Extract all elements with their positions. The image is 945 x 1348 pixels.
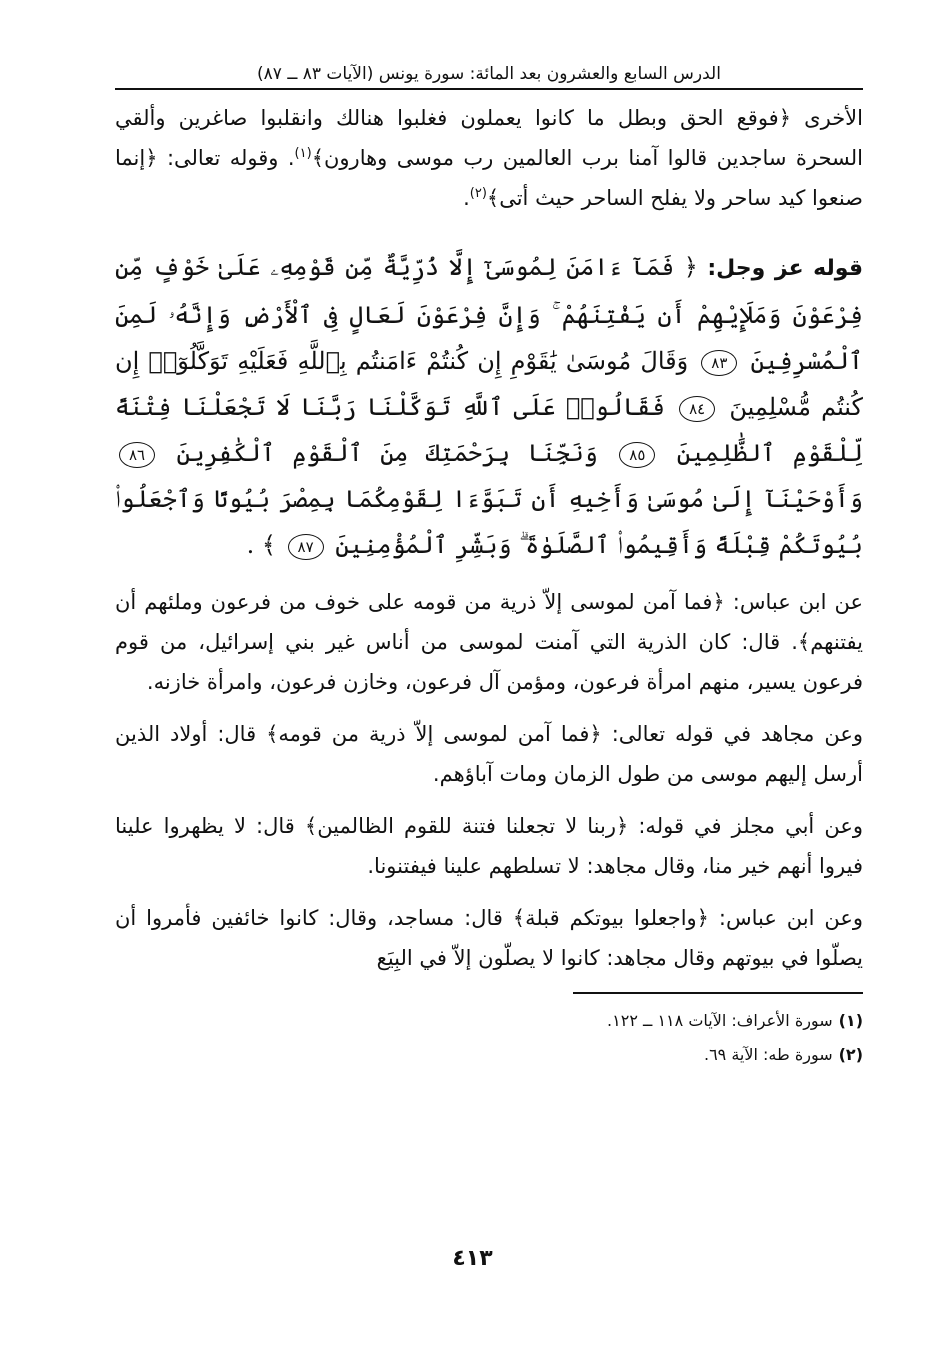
quran-passage: [115, 244, 863, 568]
footnote-ref-2: (٢): [469, 186, 487, 201]
intro-text-3: .: [463, 186, 470, 210]
footnote-item: [115, 1004, 863, 1038]
footnote-item: [115, 1038, 863, 1072]
intro-text-1: الأخرى ﴿فوقع الحق وبطل ما كانوا يعملون فغلبوا هنالك وانقلبوا صاغرين وألقي السحرة ساجدين قالوا آمنا برب العالمين رب موسى وهارون﴾: [115, 106, 863, 170]
ayah-marker-84: ٨٤: [679, 396, 715, 422]
commentary-paragraph: وعن مجاهد في قوله تعالى: ﴿فما آمن لموسى إلاّ ذرية من قومه﴾ قال: أولاد الذين أرسل إليهم موسى من طول الزمان ومات آباؤهم.: [115, 722, 863, 786]
commentary-paragraph: وعن ابن عباس: ﴿واجعلوا بيوتكم قبلة﴾ قال: مساجد، وقال: كانوا خائفين فأمروا أن يصلّوا في بيوتهم وقال مجاهد: كانوا لا يصلّون إلاّ في البِيَع: [115, 906, 863, 970]
ayah-marker-87: ٨٧: [288, 534, 324, 560]
book-page: [115, 60, 863, 1072]
footnote-text: سورة الأعراف: الآيات ١١٨ ــ ١٢٢.: [607, 1011, 833, 1030]
commentary-paragraph: عن ابن عباس: ﴿فما آمن لموسى إلاّ ذرية من قومه على خوف من فرعون وملئهم أن يفتنهم﴾. قال: كان الذرية التي آمنت لموسى من أناس غير بني إسرائيل، من قوم فرعون يسير، منهم امرأة فرعون، ومؤمن آل فرعون، وخازن فرعون، وامرأة خازنه.: [115, 590, 863, 694]
intro-paragraph: [115, 98, 863, 218]
ayah-84-text: وَقَالَ مُوسَىٰ يَٰقَوْمِ إِن كُنتُمْ ءَامَنتُم بِٱللَّهِ فَعَلَيْهِ تَوَكَّلُوٓا۟ إِن كُنتُم مُّسْلِمِينَ: [115, 347, 863, 421]
quran-close-bracket: ﴾ .: [246, 531, 276, 559]
ayah-marker-83: ٨٣: [701, 350, 737, 376]
ayah-86-text: وَنَجِّنَا بِرَحْمَتِكَ مِنَ ٱلْقَوْمِ ٱلْكَٰفِرِينَ: [176, 439, 598, 467]
footnote-number: (١): [838, 1011, 863, 1030]
ayah-85-text: فَقَالُوا۟ عَلَى ٱللَّهِ تَوَكَّلْنَا رَبَّنَا لَا تَجْعَلْنَا فِتْنَةً لِّلْقَوْمِ ٱلظَّٰلِمِينَ: [115, 393, 864, 467]
ayah-87-text: وَأَوْحَيْنَآ إِلَىٰ مُوسَىٰ وَأَخِيهِ أَن تَبَوَّءَا لِقَوْمِكُمَا بِمِصْرَ بُيُوتًا وَٱجْعَلُوا۟ بُيُوتَكُمْ قِبْلَةً وَأَقِيمُوا۟ ٱلصَّلَوٰةَ ۗ وَبَشِّرِ ٱلْمُؤْمِنِينَ: [115, 485, 863, 559]
quran-open-bracket: ﴿: [683, 253, 698, 281]
footnote-text: سورة طه: الآية ٦٩.: [703, 1045, 833, 1064]
ayah-83-text: فَمَآ ءَامَنَ لِمُوسَىٰٓ إِلَّا ذُرِّيَّةٌ مِّن قَوْمِهِۦ عَلَىٰ خَوْفٍ مِّن فِرْعَوْنَ وَمَلَإِيْهِمْ أَن يَفْتِنَهُمْ ۚ وَإِنَّ فِرْعَوْنَ لَعَالٍ فِى ٱلْأَرْضِ وَإِنَّهُۥ لَمِنَ ٱلْمُسْرِفِينَ: [115, 253, 863, 375]
page-number: ٤١٣: [452, 1246, 493, 1271]
commentary-section: [115, 582, 863, 978]
footnotes: [115, 1004, 863, 1072]
ayah-marker-86: ٨٦: [119, 442, 155, 468]
ayah-marker-85: ٨٥: [619, 442, 655, 468]
footnote-number: (٢): [838, 1045, 863, 1064]
footnote-divider: [573, 992, 863, 994]
commentary-paragraph: وعن أبي مجلز في قوله: ﴿ربنا لا تجعلنا فتنة للقوم الظالمين﴾ قال: لا يظهروا علينا فيروا أنهم خير منا، وقال مجاهد: لا تسلطهم علينا فيفتنونا.: [115, 814, 863, 878]
quran-lead: قوله عز وجل:: [707, 256, 863, 281]
intro-text-2: . وقوله تعالى: ﴿إنما صنعوا كيد ساحر ولا يفلح الساحر حيث أتى﴾: [115, 146, 863, 210]
footnote-ref-1: (١): [294, 146, 312, 161]
running-header: الدرس السابع والعشرون بعد المائة: سورة يونس (الآيات ٨٣ ــ ٨٧): [115, 60, 863, 90]
